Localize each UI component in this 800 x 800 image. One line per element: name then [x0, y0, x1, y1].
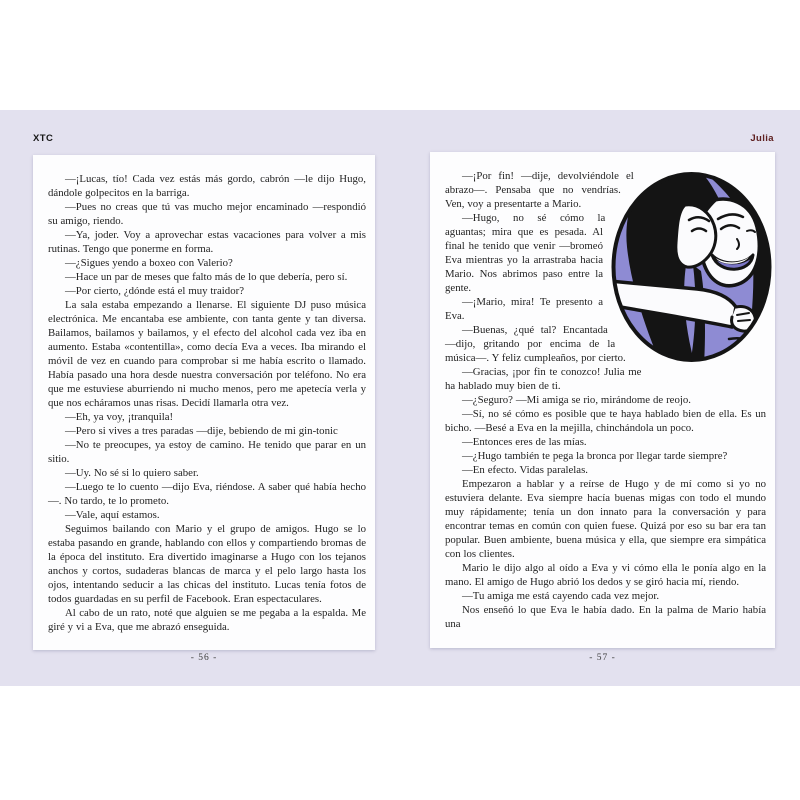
- hug-illustration: [609, 169, 774, 365]
- paragraph: Empezaron a hablar y a reírse de Hugo y de mí como si yo no estuviera delante. Eva siempre hacía buenas migas con todo el mundo muy rápidamente; tenía un don innato para la conversación y para encontrar temas en común con quien fuese. Quizá por eso su bar era tan popular. Buen ambiente, buena música y ella, que siempre era simpática con los clientes.: [445, 478, 766, 560]
- paragraph: —Ya, joder. Voy a aprovechar estas vacaciones para volver a mis rutinas. Tengo que ponerme en forma.: [48, 229, 366, 255]
- page-number-right: - 57 -: [589, 653, 616, 663]
- paragraph: —Pues no creas que tú vas mucho mejor encaminado —respondió su amigo, riendo.: [48, 201, 366, 227]
- paragraph: Seguimos bailando con Mario y el grupo de amigos. Hugo se lo estaba pasando en grande, hablando con ellos y compartiendo bromas de la época del instituto. Era divertido imaginarse a Hugo con los tejanos anchos y cortos, sudaderas blancas de marca y el pelo largo hasta los ojos, intentando seducir a las chicas del instituto. Lucas tenía fotos de todos guardadas en su perfil de Facebook. Eran espectaculares.: [48, 523, 366, 605]
- page-right: [430, 152, 775, 648]
- paragraph: —Gracias, ¡por fin te conozco! Julia me ha hablado muy bien de ti.: [445, 366, 642, 392]
- paragraph: —Buenas, ¿qué tal? Encantada —dijo, gritando por encima de la música—. Y feliz cumpleaños, por cierto.: [445, 324, 626, 364]
- paragraph: —¡Por fin! —dije, devolviéndole el abrazo—. Pensaba que no vendrías. Ven, voy a presentarte a Mario.: [445, 170, 634, 210]
- paragraph: —Sí, no sé cómo es posible que te haya hablado bien de ella. Es un bicho. —Besé a Eva en la mejilla, chinchándola un poco.: [445, 408, 766, 434]
- paragraph: —¡Mario, mira! Te presento a Eva.: [445, 296, 603, 322]
- page-left: [33, 155, 375, 650]
- paragraph: Al cabo de un rato, noté que alguien se me pegaba a la espalda. Me giré y vi a Eva, que me abrazó enseguida.: [48, 607, 366, 633]
- paragraph: —Hace un par de meses que falto más de lo que debería, pero sí.: [65, 271, 348, 283]
- paragraph: —Eh, ya voy, ¡tranquila!: [65, 411, 174, 423]
- paragraph: —¿Seguro? —Mi amiga se rio, mirándome de reojo.: [462, 394, 691, 406]
- paragraph: —Vale, aquí estamos.: [65, 509, 160, 521]
- hug-illustration-svg: [609, 169, 774, 365]
- page-left-text: [33, 155, 375, 634]
- paragraph: —Entonces eres de las mías.: [462, 436, 587, 448]
- paragraph: Nos enseñó lo que Eva le había dado. En la palma de Mario había una: [445, 604, 766, 630]
- paragraph: —Tu amiga me está cayendo cada vez mejor.: [462, 590, 660, 602]
- paragraph: —Pero si vives a tres paradas —dije, bebiendo de mi gin-tonic: [65, 425, 338, 437]
- running-head-left: XTC: [33, 133, 54, 144]
- paragraph: —¡Lucas, tío! Cada vez estás más gordo, cabrón —le dijo Hugo, dándole golpecitos en la barriga.: [48, 173, 366, 199]
- page-right-text: [430, 152, 775, 631]
- paragraph: —En efecto. Vidas paralelas.: [462, 464, 588, 476]
- paragraph: —Uy. No sé si lo quiero saber.: [65, 467, 199, 479]
- paragraph: —¿Hugo también te pega la bronca por llegar tarde siempre?: [462, 450, 728, 462]
- paragraph: —¿Sigues yendo a boxeo con Valerio?: [65, 257, 233, 269]
- paragraph: —Luego te lo cuento —dijo Eva, riéndose. A saber qué había hecho—. No tardo, te lo prometo.: [48, 481, 366, 507]
- paragraph: La sala estaba empezando a llenarse. El siguiente DJ puso música electrónica. Me encantaba ese ambiente, con tanta gente y tan diversa. Bailamos, bailamos y bailamos, y el efecto del alcohol cada vez iba en aumento. Estaba «contentilla», como decía Eva a veces. Iba mirando el móvil de vez en cuando para comprobar si me había escrito o llamado. Había pasado una hora desde nuestra conversación por teléfono. No era que me estuviese aburriendo ni mucho menos, pero me apetecía verla y que nos echáramos unas risas. Decidí llamarla otra vez.: [48, 299, 366, 409]
- paragraph: —Por cierto, ¿dónde está el muy traidor?: [65, 285, 244, 297]
- running-head-right: Julia: [750, 133, 774, 144]
- paragraph: Mario le dijo algo al oído a Eva y vi cómo ella le ponía algo en la mano. El amigo de Hugo abrió los dedos y se giró hacia mí, riendo.: [445, 562, 766, 588]
- paragraph: —Hugo, no sé cómo la aguantas; mira que es pesada. Al final he tenido que venir —bromeó Eva mientras yo la arrastraba hacia Mario. Nos abrimos paso entre la gente.: [445, 212, 606, 294]
- paragraph: —No te preocupes, ya estoy de camino. He tenido que parar en un sitio.: [48, 439, 366, 465]
- page-number-left: - 56 -: [190, 653, 218, 663]
